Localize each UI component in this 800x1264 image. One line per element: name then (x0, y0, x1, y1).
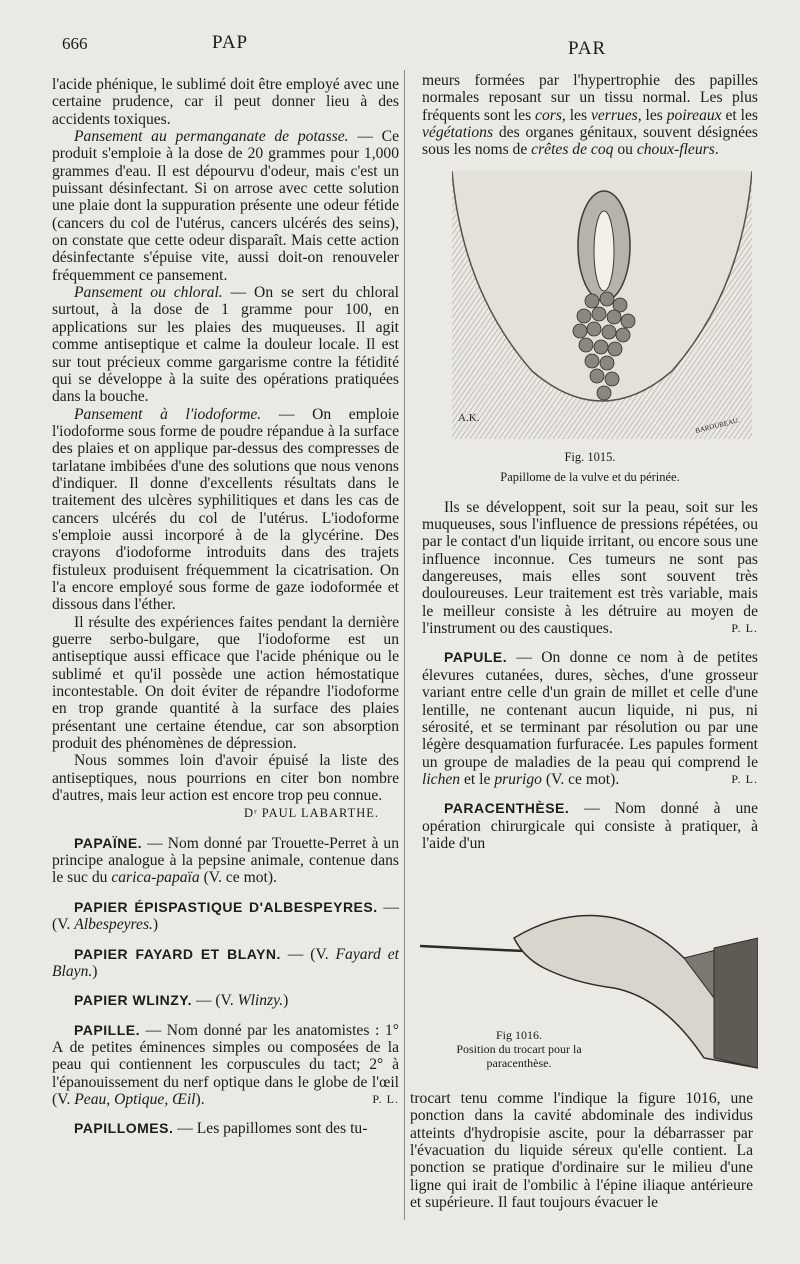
header-left-title: PAP (212, 32, 249, 53)
paragraph: l'acide phénique, le sublimé doit être employé avec une certaine prudence, car il peut donner lieu à des accidents toxiques. (52, 76, 399, 128)
entry-headword: PAPIER WLINZY. (74, 992, 192, 1009)
entry-headword: PAPILLOMES. (74, 1120, 174, 1137)
paragraph: meurs formées par l'hypertrophie des papilles normales reposant sur un tissu normal. Les plus fréquents sont les cors, les verrues, les poireaux et les végétations des organes génitaux, souvent désignées sous les noms de crêtes de coq ou choux-fleurs. (422, 72, 758, 159)
page-number: 666 (62, 34, 88, 53)
entry-papier-wlinzy: PAPIER WLINZY. — (V. Wlinzy.) (74, 992, 289, 1010)
paragraph: Pansement au permanganate de potasse. — Ce produit s'emploie à la dose de 20 grammes pour 1,000 grammes d'eau. Il est dépourvu d'odeur, mais c'est un puissant désinfectant. Si on arrose avec cette solution une plaie dont la suppuration présente une odeur fétide (cancers du col de l'utérus, cancers ulcérés des seins), on constate que cette odeur disparaît. Mais cette action désinfectante s'épuise vite, aussi doit-on renouveler fréquemment ce pansement. (52, 128, 400, 284)
entry-headword: PAPILLE. (74, 1021, 140, 1038)
right-column-continued (410, 1090, 753, 1211)
entry-signature: P. L. (372, 1091, 399, 1106)
entry-headword: PAPIER ÉPISPASTIQUE D'ALBESPEYRES. (74, 898, 378, 915)
right-column (422, 72, 758, 852)
paragraph: Pansement ou chloral. — On se sert du chloral surtout, à la dose de 1 gramme pour 100, en applications sur les plaies des muqueuses. Il agit comme antiseptique et calme la douleur locale. Il est sur tout précieux comme gargarisme contre la fétidité qui se développe à la suite des opérations pratiquées dans la bouche. (52, 284, 400, 406)
left-column (52, 76, 399, 1138)
entry-papier-albespeyres: PAPIER ÉPISPASTIQUE D'ALBESPEYRES. — (V. Albespeyres.) (52, 898, 399, 934)
paragraph: Ils se développent, soit sur la peau, soit sur les muqueuses, sous l'influence de pressions répétées, ou par le contact d'un liquide irritant, ou encore sous une influence inconnue. Ces tumeurs ne sont pas dangereuses, mais elles sont souvent très douloureuses. Leur traitement est très variable, mais le meilleur consiste à les détruire au moyen de l'instrument ou des caustiques. P. L. (422, 498, 758, 638)
papilloma-illustration (452, 171, 752, 439)
entry-headword: PARACENTHÈSE. (444, 800, 570, 817)
entry-papier-fayard: PAPIER FAYARD ET BLAYN. — (V. Fayard et Blayn.) (52, 945, 399, 980)
entry-signature: P. L. (731, 621, 758, 636)
entry-papille: PAPILLE. — Nom donné par les anatomistes : 1° A de petites éminences simples ou composées de la peau qui contiennent les corpuscules du tact; 2° à l'épanouissement du nerf optique dans le globe de l'œil (V. Peau, Optique, Œil). P. L. (52, 1021, 399, 1108)
entry-headword: PAPULE. (444, 649, 508, 666)
subheading: Pansement au permanganate de potasse. (74, 128, 349, 146)
figure-1015 (422, 171, 758, 491)
subheading: Pansement ou chloral. (74, 284, 223, 302)
fig1-artist-mark: A.K. (458, 411, 480, 424)
entry-papaine: PAPAÏNE. — Nom donné par Trouette-Perret à un principe analogue à la pepsine animale, contenue dans le suc du carica-papaïa (V. ce mot). (52, 834, 399, 887)
entry-signature: P. L. (731, 771, 758, 786)
entry-papillomes: PAPILLOMES. — Les papillomes sont des tu- (74, 1120, 368, 1138)
paragraph: trocart tenu comme l'indique la figure 1016, une ponction dans la cavité abdominale des individus atteints d'hydropisie ascite, pour la débarrasser par l'évacuation du liquide séreux qu'elle contient. La ponction se pratique d'ordinaire sur le milieu d'une ligne qui irait de l'ombilic à l'épine iliaque antérieure et supérieure. Il faut toujours évacuer le (410, 1090, 753, 1212)
figure-caption-block (454, 1028, 584, 1070)
paragraph: Il résulte des expériences faites pendant la dernière guerre serbo-bulgare, que l'iodoforme est un antiseptique aussi efficace que l'acide phénique ou le sublimé et qu'il possède une action hémostatique incontestable. On doit éviter de répandre l'iodoforme en trop grande quantité à la surface des plaies présentant une certaine étendue, car son absorption produit des phénomènes de dépression. (52, 613, 399, 753)
header-right-title: PAR (568, 38, 607, 59)
paragraph: Pansement à l'iodoforme. — On emploie l'iodoforme sous forme de poudre répandue à la surface des plaies et on applique par-dessus des compresses de tarlatane imbibées d'une des solutions que nous venons d'indiquer. Il donne d'excellents résultats dans le traitement des ulcères syphilitiques et dans les cas de cancers ulcérés du col de l'utérus. L'iodoforme s'emploie aussi incorporé à de la glycérine. Des crayons d'iodoforme introduits dans des trajets fistuleux produisent fréquemment la cicatrisation. On l'a encore employé sous forme de gaze iodoformée et dissous dans l'éther. (52, 405, 400, 614)
running-header (0, 30, 800, 60)
figure-number: Fig. 1015. (564, 449, 616, 464)
figure-caption: Papillome de la vulve et du périnée. (500, 469, 680, 484)
figure-number: Fig 1016. (495, 1028, 542, 1042)
entry-papule: PAPULE. — On donne ce nom à de petites élevures cutanées, dures, sèches, d'une grosseur variant entre celle d'un grain de millet et celle d'une lentille, ne contenant aucun liquide, ni pus, ni sérosité, et se terminant par résolution ou par une légère desquamation furfuracée. Les papules forment un groupe de maladies de la peau qui comprend le lichen et le prurigo (V. ce mot). P. L. (422, 649, 758, 788)
entry-headword: PAPAÏNE. (74, 834, 143, 851)
figure-caption: Position du trocart pour la paracenthèse. (456, 1042, 582, 1070)
entry-paracenthese: PARACENTHÈSE. — Nom donné à une opération chirurgicale qui consiste à pratiquer, à l'aide d'un (422, 800, 758, 852)
figure-1016 (414, 888, 758, 1078)
entry-headword: PAPIER FAYARD ET BLAYN. (74, 945, 281, 962)
column-divider (404, 70, 405, 1220)
author-signature: Dʳ PAUL LABARTHE. (243, 806, 379, 821)
fig1-engraver-mark: BAROUREAU. (694, 415, 741, 435)
paragraph: Nous sommes loin d'avoir épuisé la liste des antiseptiques, nous pourrions en citer bon nombre d'autres, mais leur action est encore trop peu connue. (52, 752, 399, 805)
subheading: Pansement à l'iodoforme. (74, 405, 262, 423)
